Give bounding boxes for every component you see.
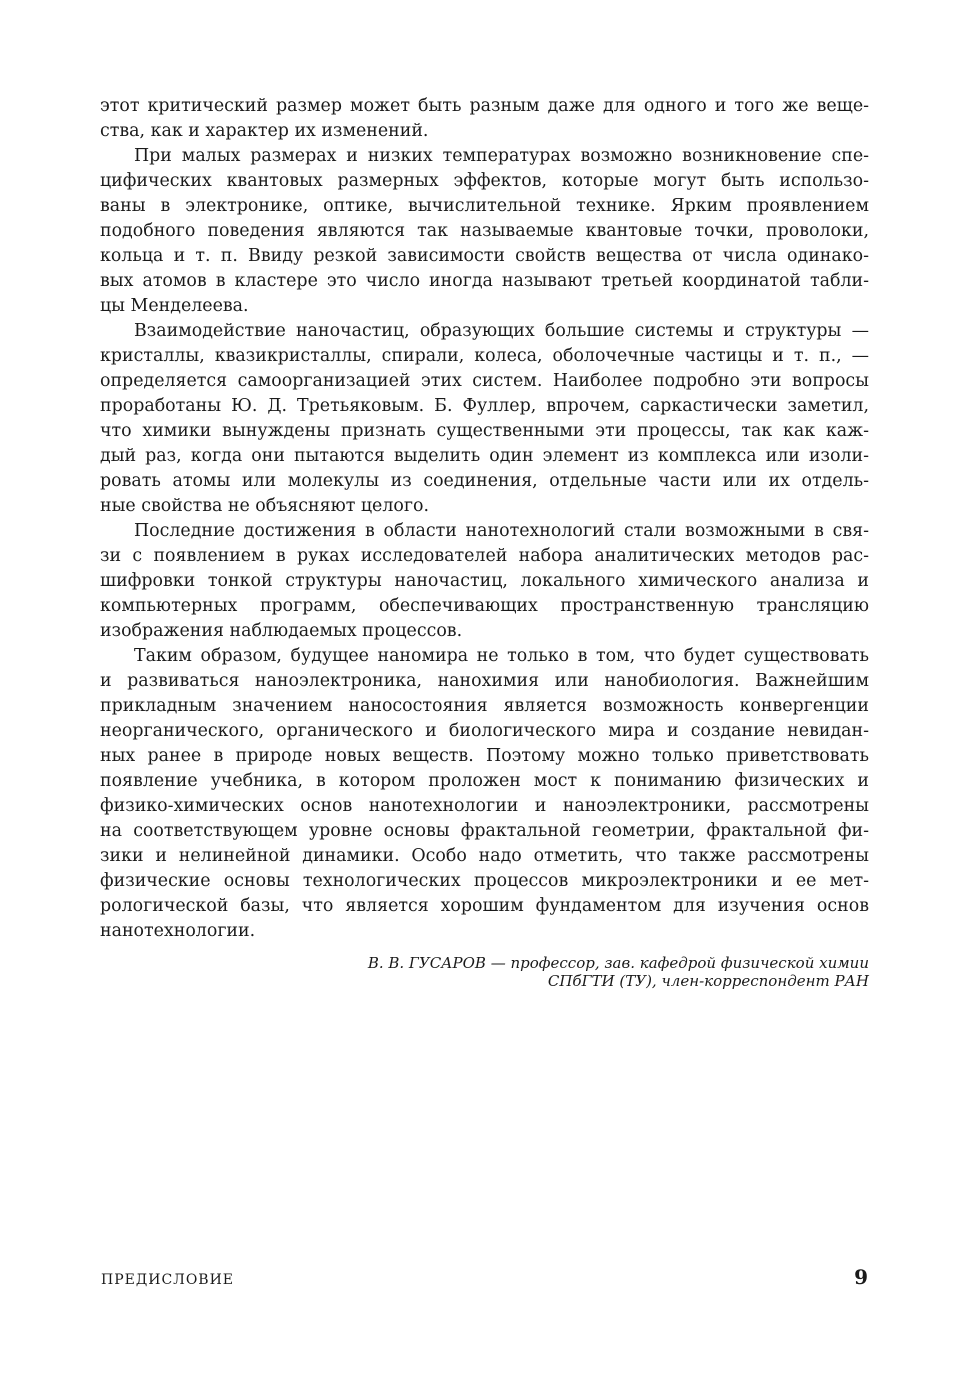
running-footer-title: ПРЕДИСЛОВИЕ — [101, 1272, 235, 1288]
paragraph-line: Последние достижения в области нанотехнологий стали возможными в свя- — [134, 521, 869, 541]
paragraph-line: зи с появлением в руках исследователей набора аналитических методов рас- — [100, 546, 869, 566]
paragraph — [100, 519, 869, 644]
paragraph-line: определяется самоорганизацией этих систем. Наиболее подробно эти вопросы — [100, 371, 869, 391]
paragraph-line: изображения наблюдаемых процессов. — [100, 621, 463, 641]
paragraph-line: прикладным значением наносостояния является возможность конвергенции — [100, 696, 869, 716]
paragraph-line: ные свойства не объясняют целого. — [100, 496, 429, 516]
paragraph — [100, 319, 869, 519]
author-signature — [100, 954, 869, 990]
paragraph-line: кристаллы, квазикристаллы, спирали, колеса, оболочечные частицы и т. п., — — [100, 346, 869, 366]
paragraph-line: физические основы технологических процессов микроэлектроники и ее мет- — [100, 871, 869, 891]
paragraph-line: дый раз, когда они пытаются выделить один элемент из комплекса или изоли- — [100, 446, 869, 466]
paragraph-line: физико-химических основ нанотехнологии и наноэлектроники, рассмотрены — [100, 796, 869, 816]
paragraph-line: ных ранее в природе новых веществ. Поэтому можно только приветствовать — [100, 746, 869, 766]
paragraph-line: ровать атомы или молекулы из соединения, отдельные части или их отдель- — [100, 471, 869, 491]
paragraph-line: ваны в электронике, оптике, вычислительной технике. Ярким проявлением — [100, 196, 869, 216]
paragraph-line: нанотехнологии. — [100, 921, 256, 941]
paragraph-line: неорганического, органического и биологического мира и создание невидан- — [100, 721, 869, 741]
paragraph-line: рологической базы, что является хорошим фундаментом для изучения основ — [100, 896, 869, 916]
paragraph-line: на соответствующем уровне основы фрактальной геометрии, фрактальной фи- — [100, 821, 869, 841]
paragraph-line: шифровки тонкой структуры наночастиц, локального химического анализа и — [100, 571, 869, 591]
page-number: 9 — [854, 1265, 868, 1289]
paragraph-line: компьютерных программ, обеспечивающих пространственную трансляцию — [100, 596, 869, 616]
paragraph — [100, 644, 869, 944]
paragraph-line: этот критический размер может быть разным даже для одного и того же веще- — [100, 96, 869, 116]
signature-line-2: СПбГТИ (ТУ), член-корреспондент РАН — [547, 972, 869, 990]
paragraph-line: кольца и т. п. Ввиду резкой зависимости свойств вещества от числа одинако- — [100, 246, 869, 266]
paragraph-line: что химики вынуждены признать существенными эти процессы, так как каж- — [100, 421, 869, 441]
paragraph-line: проработаны Ю. Д. Третьяковым. Б. Фуллер, впрочем, саркастически заметил, — [100, 396, 869, 416]
paragraph-line: появление учебника, в котором проложен мост к пониманию физических и — [100, 771, 869, 791]
paragraph-line: вых атомов в кластере это число иногда называют третьей координатой табли- — [100, 271, 869, 291]
page-body — [100, 94, 869, 944]
paragraph — [100, 144, 869, 319]
paragraph-line: цифических квантовых размерных эффектов, которые могут быть использо- — [100, 171, 869, 191]
paragraph-line: Взаимодействие наночастиц, образующих большие системы и структуры — — [134, 321, 869, 341]
signature-line-1: В. В. ГУСАРОВ — профессор, зав. кафедрой физической химии — [367, 954, 869, 972]
paragraph-line: цы Менделеева. — [100, 296, 249, 316]
paragraph — [100, 94, 869, 144]
paragraph-line: ства, как и характер их изменений. — [100, 121, 429, 141]
paragraph-line: Таким образом, будущее наномира не только в том, что будет существовать — [134, 646, 869, 666]
paragraph-line: подобного поведения являются так называемые квантовые точки, проволоки, — [100, 221, 869, 241]
paragraph-line: При малых размерах и низких температурах возможно возникновение спе- — [134, 146, 869, 166]
paragraph-line: и развиваться наноэлектроника, нанохимия или нанобиология. Важнейшим — [100, 671, 869, 691]
paragraph-line: зики и нелинейной динамики. Особо надо отметить, что также рассмотрены — [100, 846, 869, 866]
